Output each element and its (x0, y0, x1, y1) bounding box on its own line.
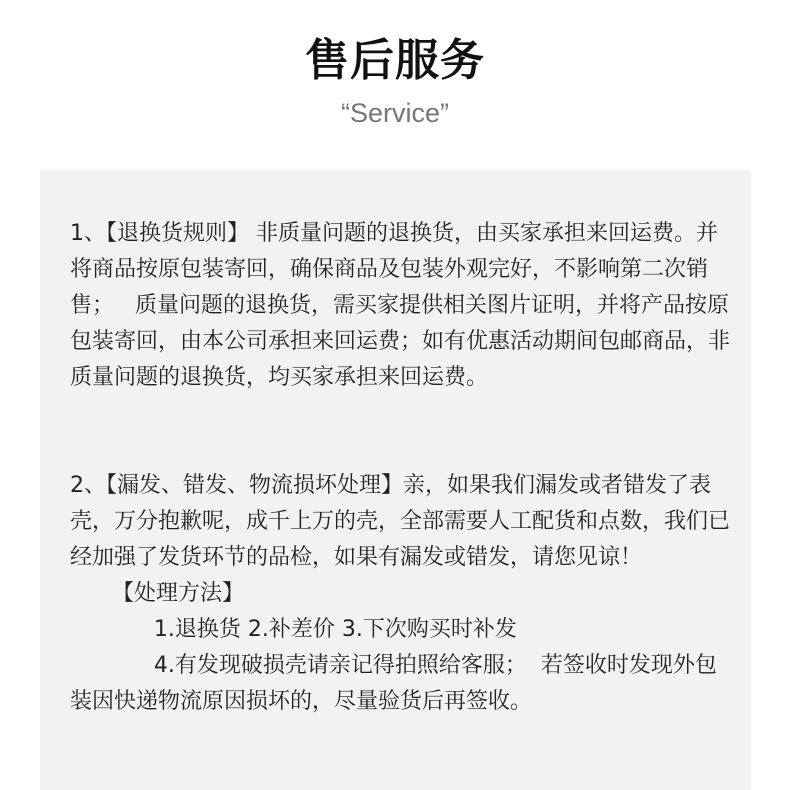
page-subtitle: “Service” (340, 98, 449, 128)
content-panel (40, 170, 751, 790)
missing-wrong-shipment-policy: 2、【漏发、错发、物流损坏处理】亲，如果我们漏发或者错发了表壳，万分抱歉呢，成千上万的壳，全部需要人工配货和点数，我们已经加强了发货环节的品检，如果有漏发或错发，请您见谅！ 【处理方法】 1.退换货 2.补差价 3.下次购买时补发 4.有发现破损壳请亲记得拍照给客服； 若签收时发现外包装因快递物流原因损坏的，尽量验货后再签收。 (70, 473, 731, 714)
page-title: 售后服务 (305, 35, 485, 86)
return-exchange-rules: 1、【退换货规则】 非质量问题的退换货，由买家承担来回运费。并将商品按原包装寄回，确保商品及包装外观完好，不影响第二次销售； 质量问题的退换货，需买家提供相关图片证明，并将产品按原包装寄回，由本公司承担来回运费；如有优惠活动期间包邮商品，非质量问题的退换货，均买家承担来回运费。 (70, 221, 731, 390)
